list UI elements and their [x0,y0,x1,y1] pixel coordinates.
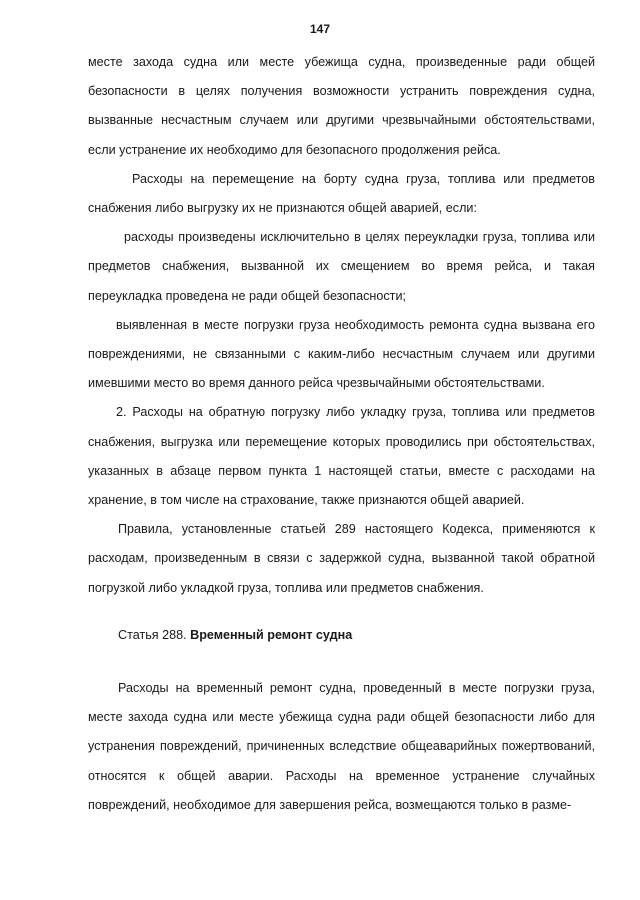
paragraph-continuation: месте захода судна или месте убежища судна, произведенные ради общей безопасности в целях получения возможности устранить повреждения судна, вызванные несчастным случаем или другими чрезвычайными обстоятельствами, если устранение их необходимо для безопасного продолжения рейса. [88,55,595,157]
article-heading [88,621,595,650]
page-number: 147 [309,22,331,36]
paragraph-restowage-condition: расходы произведены исключительно в целях переукладки груза, топлива или предметов снабжения, вызванной их смещением во время рейса, и такая переукладка проведена не ради общей безопасности; [88,230,595,303]
document-body [88,48,595,820]
article-number: Статья 288. [118,627,187,642]
article-title: Временный ремонт судна [190,627,353,642]
article-paragraph: Расходы на временный ремонт судна, проведенный в месте погрузки груза, месте захода судна или месте убежища судна ради общей безопасности либо для устранения повреждений, причиненных вследствие общеаварийных пожертвований, относятся к общей аварии. Расходы на временное устранение случайных повреждений, необходимое для завершения рейса, возмещаются только в разме- [88,681,595,812]
paragraph-rules-reference: Правила, установленные статьей 289 настоящего Кодекса, применяются к расходам, произведенным в связи с задержкой судна, вызванной такой обратной погрузкой либо укладкой груза, топлива или предметов снабжения. [88,522,595,595]
paragraph-repair-condition: выявленная в месте погрузки груза необходимость ремонта судна вызвана его повреждениями, не связанными с каким-либо несчастным случаем или другими имевшими место во время данного рейса чрезвычайными обстоятельствами. [88,317,595,391]
paragraph-item-2: 2. Расходы на обратную погрузку либо укладку груза, топлива или предметов снабжения, выгрузка или перемещение которых проводились при обстоятельствах, указанных в абзаце первом пункта 1 настоящей статьи, вместе с расходами на хранение, в том числе на страхование, также признаются общей аварией. [88,405,595,508]
paragraph-relocation-costs: Расходы на перемещение на борту судна груза, топлива или предметов снабжения либо выгрузку их не признаются общей аварией, если: [88,171,595,216]
